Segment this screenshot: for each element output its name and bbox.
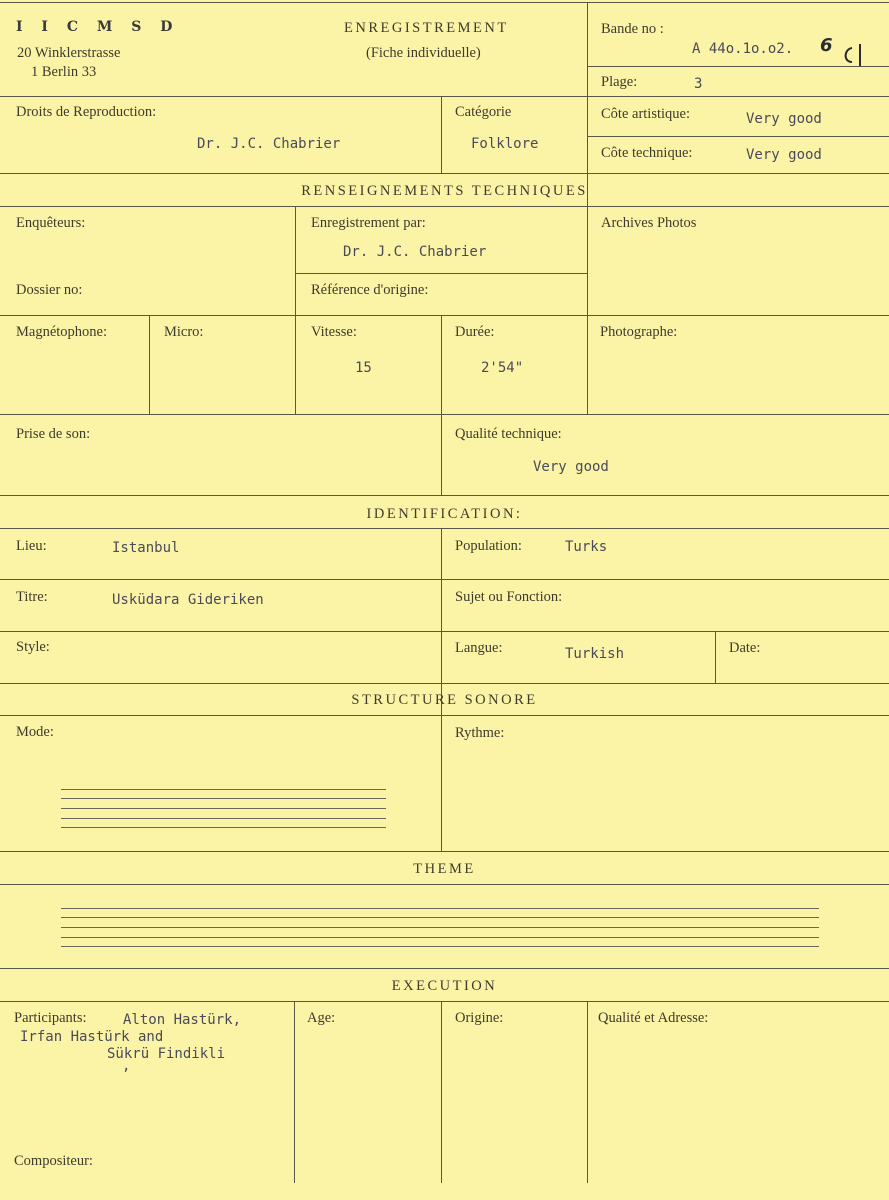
rule [149, 315, 150, 414]
titre-value: Usküdara Gideriken [112, 592, 264, 608]
langue-label: Langue: [455, 640, 503, 656]
duree-label: Durée: [455, 324, 495, 340]
rule [0, 495, 889, 496]
address-line1: 20 Winklerstrasse [17, 45, 121, 61]
enregistrement-label: Enregistrement par: [311, 215, 426, 231]
rule [294, 1001, 295, 1183]
qualite-adresse-label: Qualité et Adresse: [598, 1010, 709, 1026]
participants-line4: , [122, 1058, 131, 1074]
enqueteurs-label: Enquêteurs: [16, 215, 86, 231]
droits-label: Droits de Reproduction: [16, 104, 157, 120]
address-line2: 1 Berlin 33 [31, 64, 97, 80]
cote-artistique-label: Côte artistique: [601, 106, 690, 122]
staff-line [61, 946, 819, 947]
lieu-value: Istanbul [112, 540, 180, 556]
rule [0, 884, 889, 885]
age-label: Age: [307, 1010, 336, 1026]
rule [715, 631, 716, 683]
staff-line [61, 818, 386, 819]
rule [295, 206, 296, 414]
staff-line [61, 827, 386, 828]
rule [0, 206, 889, 207]
participants-line2: Irfan Hastürk and [20, 1029, 164, 1045]
qualite-technique-value: Very good [533, 459, 609, 475]
form-subtitle: (Fiche individuelle) [366, 45, 481, 61]
sujet-label: Sujet ou Fonction: [455, 589, 563, 605]
rule [295, 273, 587, 274]
rule [441, 315, 442, 495]
population-value: Turks [565, 539, 608, 555]
vitesse-value: 15 [355, 360, 372, 376]
section-theme: THEME [413, 861, 476, 877]
rule [441, 528, 442, 851]
cote-technique-label: Côte technique: [601, 145, 693, 161]
categorie-label: Catégorie [455, 104, 512, 120]
rule [0, 1001, 889, 1002]
mode-label: Mode: [16, 724, 54, 740]
form-title: ENREGISTREMENT [344, 20, 509, 36]
lieu-label: Lieu: [16, 538, 47, 554]
staff-line [61, 937, 819, 938]
cote-technique-value: Very good [746, 147, 822, 163]
micro-label: Micro: [164, 324, 204, 340]
titre-label: Titre: [16, 589, 48, 605]
rule [0, 968, 889, 969]
population-label: Population: [455, 538, 522, 554]
participants-line3: Sükrü Findikli [107, 1046, 226, 1062]
staff-line [61, 908, 819, 909]
droits-value: Dr. J.C. Chabrier [197, 136, 341, 152]
photographe-label: Photographe: [600, 324, 678, 340]
rule [0, 683, 889, 684]
staff-line [61, 789, 386, 790]
participants-label: Participants: [14, 1010, 87, 1026]
rule [441, 1001, 442, 1183]
section-execution: EXECUTION [391, 978, 498, 994]
categorie-value: Folklore [471, 136, 539, 152]
bande-value: A 44o.1o.o2. [692, 41, 794, 57]
date-label: Date: [729, 640, 761, 656]
bande-handwritten-digit: 6 [820, 35, 833, 56]
rule [0, 579, 889, 580]
rule [0, 2, 889, 3]
rule [0, 851, 889, 852]
cote-artistique-value: Very good [746, 111, 822, 127]
dossier-label: Dossier no: [16, 282, 83, 298]
rule [441, 96, 442, 173]
staff-line [61, 917, 819, 918]
rule [0, 173, 889, 174]
langue-value: Turkish [565, 646, 625, 662]
qualite-technique-label: Qualité technique: [455, 426, 562, 442]
rule [0, 414, 889, 415]
style-label: Style: [16, 639, 50, 655]
staff-line [61, 798, 386, 799]
rule [0, 315, 889, 316]
vitesse-label: Vitesse: [311, 324, 357, 340]
rule [0, 715, 889, 716]
rule [587, 2, 588, 315]
participants-line1: Alton Hastürk, [123, 1012, 242, 1028]
compositeur-label: Compositeur: [14, 1153, 93, 1169]
reference-label: Référence d'origine: [311, 282, 429, 298]
duree-value: 2'54" [481, 360, 524, 376]
rule [587, 136, 889, 137]
rule [0, 631, 889, 632]
section-renseignements: RENSEIGNEMENTS TECHNIQUES [301, 183, 588, 199]
section-structure-sonore: STRUCTURE SONORE [351, 692, 538, 708]
section-identification: IDENTIFICATION: [366, 506, 523, 522]
rule [0, 96, 889, 97]
rule [587, 315, 588, 414]
rule [587, 1001, 588, 1183]
origine-label: Origine: [455, 1010, 504, 1026]
staff-line [61, 808, 386, 809]
prise-de-son-label: Prise de son: [16, 426, 91, 442]
enregistrement-value: Dr. J.C. Chabrier [343, 244, 487, 260]
bande-label: Bande no : [601, 21, 664, 37]
rule [0, 528, 889, 529]
org-logo: I I C M S D [16, 19, 180, 35]
plage-label: Plage: [601, 74, 638, 90]
archives-label: Archives Photos [601, 215, 697, 231]
staff-line [61, 927, 819, 928]
plage-value: 3 [694, 76, 703, 92]
handwritten-scribble [840, 40, 874, 70]
rythme-label: Rythme: [455, 725, 505, 741]
magnetophone-label: Magnétophone: [16, 324, 108, 340]
